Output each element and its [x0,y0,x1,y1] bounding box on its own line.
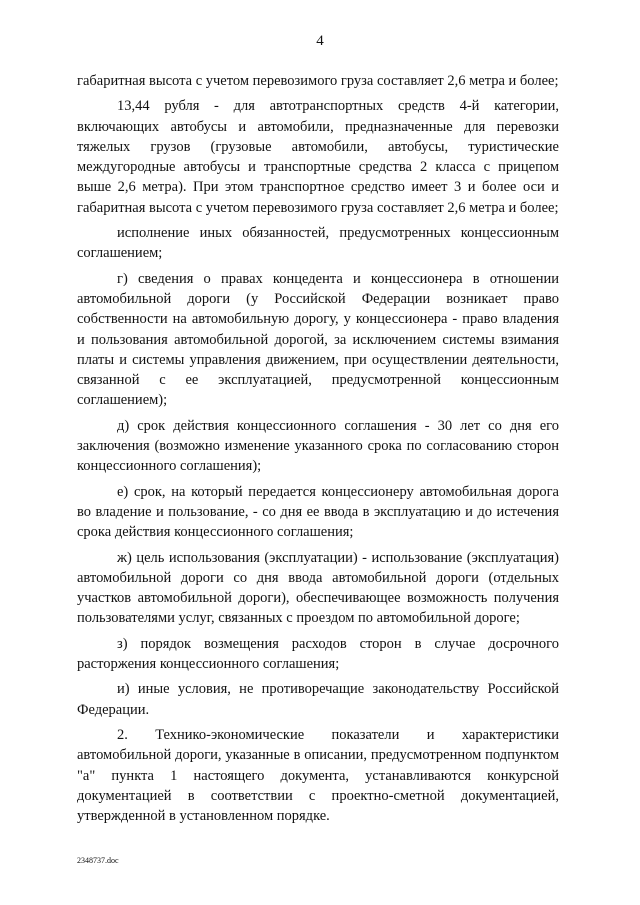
paragraph-item-z: з) порядок возмещения расходов сторон в случае досрочного расторжения концессионного соглашения; [77,635,559,673]
paragraph-item-e: е) срок, на который передается концессионеру автомобильная дорога во владение и пользование, - со дня ее ввода в эксплуатацию и до истечения срока действия концессионного соглашения; [77,483,559,541]
paragraph-item-d: д) срок действия концессионного соглашения - 30 лет со дня его заключения (возможно изменение указанного срока по согласованию сторон концессионного соглашения); [77,417,559,475]
paragraph-item-zh: ж) цель использования (эксплуатации) - использование (эксплуатация) автомобильной дороги со дня ввода автомобильной дороги (отдельных участков автомобильной дороги), обеспечивающее возможность получения пользователями услуг, связанных с проездом по автомобильной дороге; [77,549,559,627]
paragraph-other-obligations: исполнение иных обязанностей, предусмотренных концессионным соглашением; [77,225,559,262]
document-filename: 2348737.doc [77,856,119,865]
paragraph-tariff-category-4: 13,44 рубля - для автотранспортных средств 4-й категории, включающих автобусы и автомобили, предназначенные для перевозки тяжелых грузов (грузовые автомобили, автобусы, туристические междугородные автобусы и транспортные средства 2 класса с прицепом выше 2,6 метра). При этом транспортное средство имеет 3 и более оси и габаритная высота с учетом перевозимого груза составляет 2,6 метра и более; [77,98,559,216]
document-body [77,71,559,831]
paragraph-item-g: г) сведения о правах концедента и концессионера в отношении автомобильной дороги (у Российской Федерации возникает право собственности на автомобильную дорогу, у концессионера - право владения и пользования автомобильной дорогой, за исключением системы взимания платы и системы управления движением, при осуществлении деятельности, связанной с ее эксплуатацией, предусмотренной концессионным соглашением); [77,270,559,409]
page-number: 4 [316,33,324,49]
paragraph-item-i: и) иные условия, не противоречащие законодательству Российской Федерации. [77,681,559,718]
paragraph-section-2: 2. Технико-экономические показатели и характеристики автомобильной дороги, указанные в описании, предусмотренном подпунктом "а" пункта 1 настоящего документа, устанавливаются конкурсной документацией в соответствии с проектно-сметной документацией, утвержденной в установленном порядке. [77,726,559,825]
paragraph-continuation: габаритная высота с учетом перевозимого груза составляет 2,6 метра и более; [77,73,559,89]
